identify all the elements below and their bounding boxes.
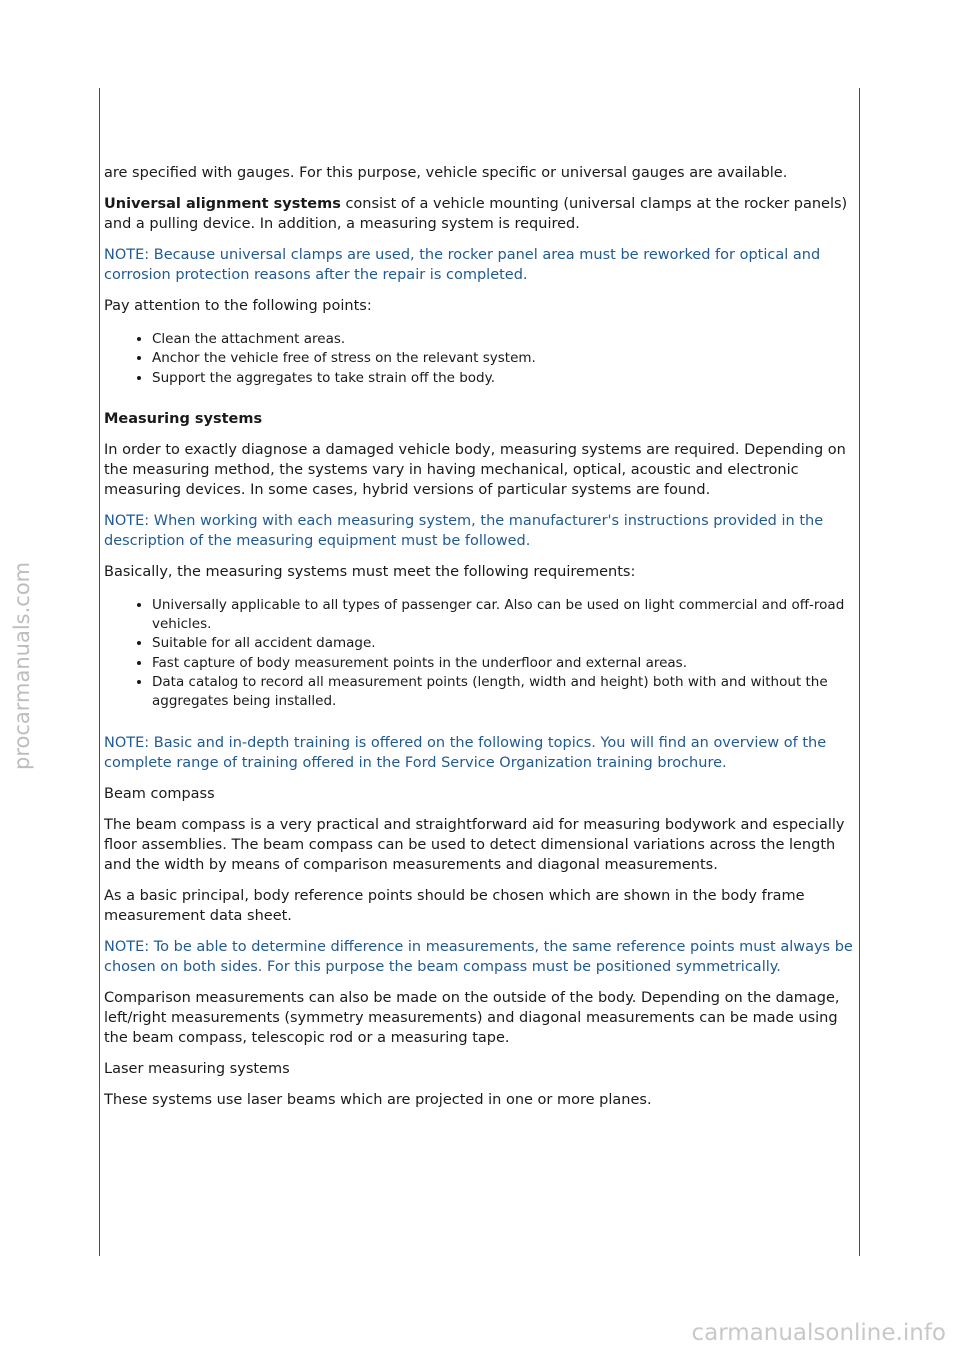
list-item: • Support the aggregates to take strain off the body.	[152, 369, 854, 388]
paragraph-universal-alignment	[104, 194, 854, 234]
list-item: • Fast capture of body measurement points in the underfloor and external areas.	[152, 654, 854, 673]
list-item: • Suitable for all accident damage.	[152, 634, 854, 653]
paragraph-beam-compass-title: Beam compass	[104, 785, 215, 802]
paragraph-reference-points: As a basic principal, body reference points should be chosen which are shown in the body frame measurement data sheet.	[104, 887, 805, 924]
paragraph-requirements: Basically, the measuring systems must meet the following requirements:	[104, 563, 636, 580]
side-watermark: procarmanuals.com	[10, 561, 34, 770]
paragraph-pay-attention: Pay attention to the following points:	[104, 298, 372, 314]
note-symmetric-reference: NOTE: To be able to determine difference in measurements, the same reference points must always be chosen on both sides. For this purpose the beam compass must be positioned symmetrically.	[104, 938, 853, 975]
list-attention-points	[104, 330, 854, 388]
list-item: • Anchor the vehicle free of stress on the relevant system.	[152, 349, 854, 368]
right-margin-rule	[859, 88, 860, 1256]
list-item: • Data catalog to record all measurement points (length, width and height) both with and without the aggregates being installed.	[152, 673, 854, 712]
left-margin-rule	[99, 88, 100, 1256]
term-universal-alignment-systems: Universal alignment systems	[104, 196, 341, 212]
paragraph-gauges: are specified with gauges. For this purpose, vehicle specific or universal gauges are available.	[104, 165, 788, 181]
paragraph-laser-description: These systems use laser beams which are projected in one or more planes.	[104, 1091, 652, 1108]
note-training: NOTE: Basic and in-depth training is offered on the following topics. You will find an overview of the complete range of training offered in the Ford Service Organization training brochure.	[104, 734, 827, 771]
list-item: • Universally applicable to all types of passenger car. Also can be used on light commercial and off-road vehicles.	[152, 596, 854, 635]
paragraph-universal-alignment-rest: consist of a vehicle mounting (universal clamps at the rocker panels) and a pulling device. In addition, a measuring system is required.	[104, 196, 848, 232]
note-manufacturer-instructions: NOTE: When working with each measuring system, the manufacturer's instructions provided in the description of the measuring equipment must be followed.	[104, 512, 824, 549]
paragraph-measuring-systems: In order to exactly diagnose a damaged vehicle body, measuring systems are required. Depending on the measuring method, the systems vary in having mechanical, optical, acoustic and electronic measuring devices. In some cases, hybrid versions of particular systems are found.	[104, 441, 846, 498]
document-body	[104, 163, 854, 1121]
note-universal-clamps: NOTE: Because universal clamps are used, the rocker panel area must be reworked for optical and corrosion protection reasons after the repair is completed.	[104, 247, 821, 283]
bottom-watermark: carmanualsonline.info	[691, 1320, 946, 1346]
heading-measuring-systems: Measuring systems	[104, 410, 263, 427]
paragraph-comparison-measurements: Comparison measurements can also be made on the outside of the body. Depending on the damage, left/right measurements (symmetry measurements) and diagonal measurements can be made using the beam compass, telescopic rod or a measuring tape.	[104, 989, 840, 1046]
paragraph-laser-title: Laser measuring systems	[104, 1060, 290, 1077]
list-item: • Clean the attachment areas.	[152, 330, 854, 349]
list-requirements	[104, 596, 854, 712]
paragraph-beam-compass: The beam compass is a very practical and straightforward aid for measuring bodywork and especially floor assemblies. The beam compass can be used to detect dimensional variations across the length and the width by means of comparison measurements and diagonal measurements.	[104, 816, 845, 873]
